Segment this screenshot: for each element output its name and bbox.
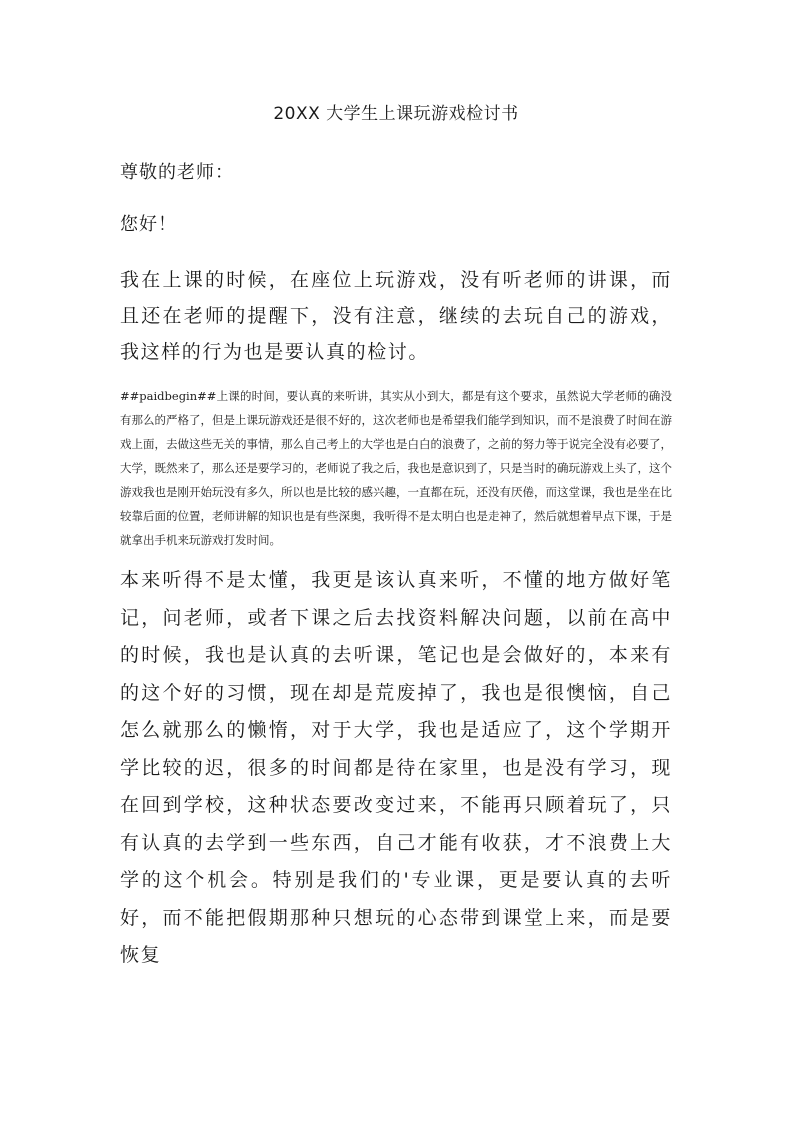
paragraph-paid-section: ##paidbegin##上课的时间，要认真的来听讲，其实从小到大，都是有这个要求，虽然说大学老师的确没有那么的严格了，但是上课玩游戏还是很不好的，这次老师也是希望我们能学到知识，而不是浪费了时间在游戏上面，去做这些无关的事情，那么自己考上的大学也是白白的浪费了，之前的努力等于说完全没有必要了，大学，既然来了，那么还是要学习的，老师说了我之后，我也是意识到了，只是当时的确玩游戏上头了，这个游戏我也是刚开始玩没有多久，所以也是比较的感兴趣，一直都在玩，还没有厌倦，而这堂课，我也是坐在比较靠后面的位置，老师讲解的知识也是有些深奥，我听得不是太明白也是走神了，然后就想着早点下课，于是就拿出手机来玩游戏打发时间。 [120,389,672,547]
salutation: 尊敬的老师： [120,162,234,183]
paragraph-reflection: 本来听得不是太懂，我更是该认真来听，不懂的地方做好笔记，问老师，或者下课之后去找资料解决问题，以前在高中的时候，我也是认真的去听课，笔记也是会做好的，本来有的这个好的习惯，现在却是荒废掉了，我也是很懊恼，自己怎么就那么的懒惰，对于大学，我也是适应了，这个学期开学比较的迟，很多的时间都是待在家里，也是没有学习，现在回到学校，这种状态要改变过来，不能再只顾着玩了，只有认真的去学到一些东西，自己才能有收获，才不浪费上大学的这个机会。特别是我们的'专业课，更是要认真的去听好，而不能把假期那种只想玩的心态带到课堂上来，而是要恢复 [120,569,672,966]
document-body [120,100,672,975]
greeting: 您好！ [120,214,177,235]
paragraph-intro: 我在上课的时候，在座位上玩游戏，没有听老师的讲课，而且还在老师的提醒下，没有注意，继续的去玩自己的游戏，我这样的行为也是要认真的检讨。 [120,269,672,363]
document-title: 20XX 大学生上课玩游戏检讨书 [273,104,519,124]
